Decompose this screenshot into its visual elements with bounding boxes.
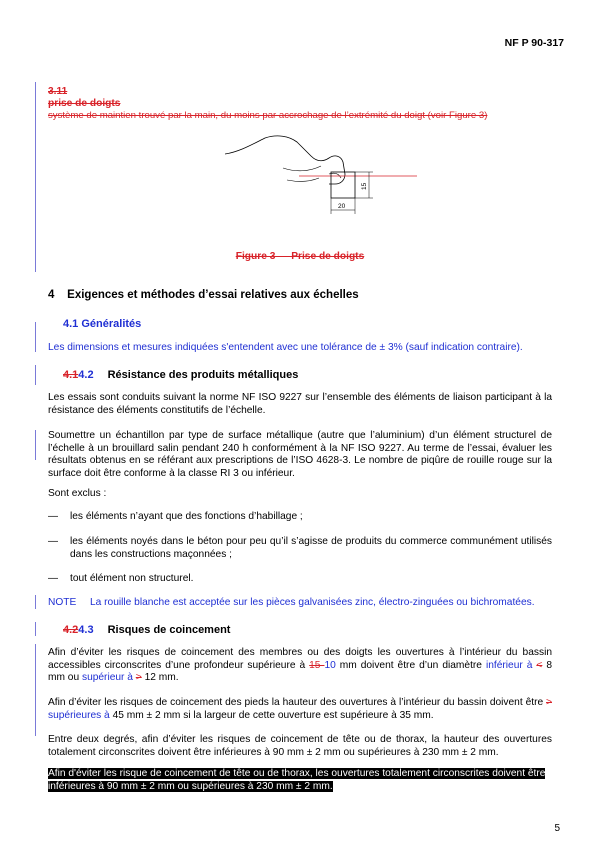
term-number: 3.11 — [48, 86, 68, 97]
dimension-horizontal: 20 — [338, 203, 346, 210]
document-reference: NF P 90-317 — [504, 37, 564, 49]
section-4-heading: 4 Exigences et méthodes d’essai relatives aux échelles — [48, 289, 359, 301]
change-bar — [35, 644, 36, 736]
new-section-number: 4.2 — [78, 369, 94, 381]
page-number: 5 — [554, 823, 560, 834]
section-4-1-text: Les dimensions et mesures indiquées s'entendent avec une tolérance de ± 3% (sauf indication contraire). — [48, 342, 523, 353]
list-dash: — — [48, 511, 58, 522]
section-4-2-heading — [63, 369, 298, 381]
change-bar — [35, 365, 36, 385]
list-item: tout élément non structurel. — [70, 573, 194, 584]
section-title: Risques de coincement — [107, 624, 231, 636]
highlighted-paragraph — [48, 767, 545, 793]
paragraph: Soumettre un échantillon par type de surface métallique (autre que l’aluminium) d’un élément structurel de l’échelle à un brouillard salin pendant 240 h conformément à la NF ISO 9227. Au terme de l’essai, évaluer les résultats obtenus en se référant aux prescriptions de l’ISO 4628-3. Le nombre de piqûre de rouille rouge sur la surface doit être conforme à la classe RI 3 ou inférieur. — [48, 430, 552, 479]
old-section-number: 4.1 — [63, 369, 79, 381]
change-bar — [35, 430, 36, 460]
term-title: prise de doigts — [48, 98, 121, 109]
figure-caption: Figure 3 — Prise de doigts — [235, 251, 365, 262]
section-4-1-heading: 4.1 Généralités — [63, 318, 142, 330]
highlighted-line: inférieures à 90 mm ± 2 mm ou supérieures à 230 mm ± 2 mm. — [48, 781, 333, 792]
paragraph-steps: Entre deux degrés, afin d’éviter les risques de coincement de tête ou de thorax, la hauteur des ouvertures totalement circonscrites doivent être inférieures à 90 mm ± 2 mm ou supérieures à 230 mm ± 2 mm. — [48, 734, 552, 758]
list-dash: — — [48, 536, 58, 547]
old-section-number: 4.2 — [63, 624, 79, 636]
finger-grip-figure — [225, 132, 425, 222]
paragraph-feet: Afin d’éviter les risques de coincement des pieds la hauteur des ouvertures à l’intérieur du bassin doivent être > supérieures à 45 mm ± 2 mm si la largeur de cette ouverture est supérieure à 35 mm. — [48, 697, 552, 721]
list-item: les éléments n’ayant que des fonctions d’habillage ; — [70, 511, 303, 522]
new-section-number: 4.3 — [78, 624, 94, 636]
paragraph-openings: Afin d’éviter les risques de coincement des membres ou des doigts les ouvertures à l’intérieur du bassin accessibles circonscrites d’une profondeur supérieure à 15 10 mm doivent être d’un diamètre inférieur à < 8 mm ou supérieur à > 12 mm. — [48, 647, 552, 684]
list-dash: — — [48, 573, 58, 584]
highlighted-line: Afin d'éviter les risque de coincement de tête ou de thorax, les ouvertures totalement circonscrites doivent être — [48, 768, 546, 779]
paragraph: Les essais sont conduits suivant la norme NF ISO 9227 sur l’ensemble des éléments de liaison participant à la résistance des éléments constitutifs de l’échelle. — [48, 392, 552, 416]
section-title: Résistance des produits métalliques — [107, 369, 299, 381]
change-bar — [35, 595, 36, 609]
change-bar — [35, 622, 36, 636]
dimension-vertical: 15 — [361, 182, 368, 190]
section-4-3-heading — [63, 624, 230, 636]
change-bar — [35, 82, 36, 272]
note-text: La rouille blanche est acceptée sur les pièces galvanisées zinc, électro-zinguées ou bichromatées. — [90, 597, 535, 608]
note-label: NOTE — [48, 597, 77, 608]
term-definition: système de maintien trouvé par la main, du moins par accrochage de l’extrémité du doigt (voir Figure 3) — [48, 110, 488, 121]
list-item: les éléments noyés dans le béton pour peu qu’il s’agisse de produits du commerce communément utilisés dans les constructions maçonnées ; — [70, 536, 552, 560]
change-bar — [35, 322, 36, 352]
paragraph: Sont exclus : — [48, 488, 107, 499]
